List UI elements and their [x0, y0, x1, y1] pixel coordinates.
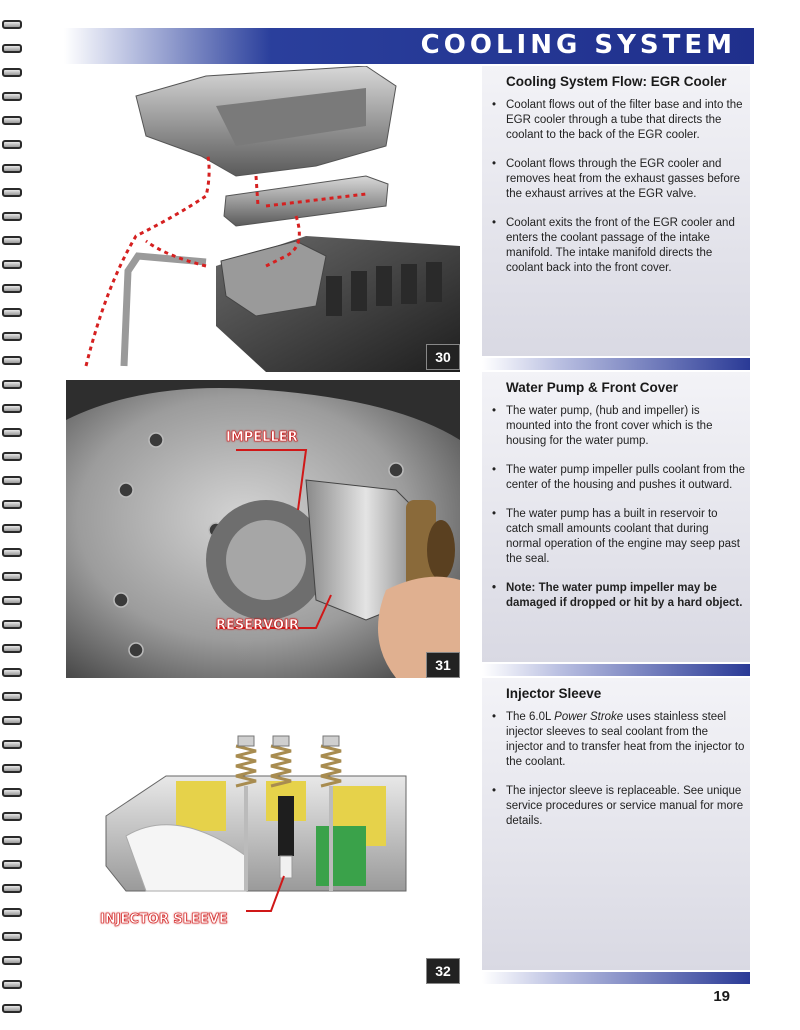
binding-ring [2, 212, 22, 221]
section-divider [482, 358, 750, 370]
binding-ring [2, 692, 22, 701]
bullet-list [490, 404, 746, 625]
binding-ring [2, 500, 22, 509]
binding-ring [2, 860, 22, 869]
bullet-item: • Coolant flows through the EGR cooler and removes heat from the exhaust gasses before the exhaust arrives at the EGR valve. [490, 157, 746, 202]
binding-ring [2, 92, 22, 101]
binding-ring [2, 332, 22, 341]
binding-ring [2, 884, 22, 893]
binding-ring [2, 20, 22, 29]
binding-ring [2, 956, 22, 965]
spiral-binding [0, 0, 26, 1030]
binding-ring [2, 668, 22, 677]
panel-egr-cooler [482, 66, 750, 356]
section-title: Cooling System Flow: EGR Cooler [506, 74, 727, 89]
binding-ring [2, 788, 22, 797]
bullet-item: • Coolant exits the front of the EGR cooler and enters the coolant passage of the intake manifold. The intake manifold directs the coolant back into the front cover. [490, 216, 746, 276]
panel-injector-sleeve [482, 678, 750, 970]
bullet-item: • Coolant flows out of the filter base and into the EGR cooler through a tube that directs the coolant to the back of the EGR cooler. [490, 98, 746, 143]
section-title: Water Pump & Front Cover [506, 380, 679, 395]
figure-number: 32 [426, 958, 460, 984]
binding-ring [2, 236, 22, 245]
section-title: Injector Sleeve [506, 686, 602, 701]
bullet-item: • The water pump has a built in reservoir to catch small amounts coolant that during normal operation of the engine may seep past the seal. [490, 507, 746, 567]
binding-ring [2, 620, 22, 629]
reservoir-callout: RESERVOIR [216, 618, 299, 633]
binding-ring [2, 380, 22, 389]
section-divider [482, 972, 750, 984]
binding-ring [2, 284, 22, 293]
bullet-item: • The injector sleeve is replaceable. See unique service procedures or service manual for more details. [490, 784, 746, 829]
binding-ring [2, 476, 22, 485]
section-divider [482, 664, 750, 676]
binding-ring [2, 68, 22, 77]
page-number: 19 [713, 988, 730, 1005]
binding-ring [2, 740, 22, 749]
binding-ring [2, 596, 22, 605]
figure-number: 31 [426, 652, 460, 678]
page-title: COOLING SYSTEM [420, 30, 736, 60]
binding-ring [2, 404, 22, 413]
note-item: • Note: The water pump impeller may be damaged if dropped or hit by a hard object. [490, 581, 746, 611]
binding-ring [2, 308, 22, 317]
bullet-item: • The water pump impeller pulls coolant from the center of the housing and pushes it outward. [490, 463, 746, 493]
binding-ring [2, 644, 22, 653]
binding-ring [2, 836, 22, 845]
figure-30-egr-cooler-photo [66, 66, 460, 372]
binding-ring [2, 164, 22, 173]
impeller-callout: IMPELLER [226, 430, 298, 445]
binding-ring [2, 1004, 22, 1013]
binding-ring [2, 260, 22, 269]
binding-ring [2, 548, 22, 557]
injector-sleeve-callout: INJECTOR SLEEVE [100, 912, 228, 927]
binding-ring [2, 452, 22, 461]
binding-ring [2, 812, 22, 821]
bullet-list [490, 710, 746, 843]
binding-ring [2, 908, 22, 917]
binding-ring [2, 116, 22, 125]
panel-water-pump [482, 372, 750, 662]
bullet-item: • The water pump, (hub and impeller) is mounted into the front cover which is the housing for the water pump. [490, 404, 746, 449]
figure-32-injector-sleeve-cutaway [66, 686, 460, 986]
binding-ring [2, 932, 22, 941]
figure-number: 30 [426, 344, 460, 370]
binding-ring [2, 524, 22, 533]
bullet-item: • The 6.0L Power Stroke uses stainless steel injector sleeves to seal coolant from the injector and to transfer heat from the injector to the coolant. [490, 710, 746, 770]
bullet-list [490, 98, 746, 290]
binding-ring [2, 356, 22, 365]
binding-ring [2, 140, 22, 149]
binding-ring [2, 764, 22, 773]
binding-ring [2, 716, 22, 725]
binding-ring [2, 44, 22, 53]
figure-31-water-pump-photo [66, 380, 460, 678]
header-bar [64, 28, 754, 64]
binding-ring [2, 428, 22, 437]
binding-ring [2, 572, 22, 581]
binding-ring [2, 980, 22, 989]
binding-ring [2, 188, 22, 197]
